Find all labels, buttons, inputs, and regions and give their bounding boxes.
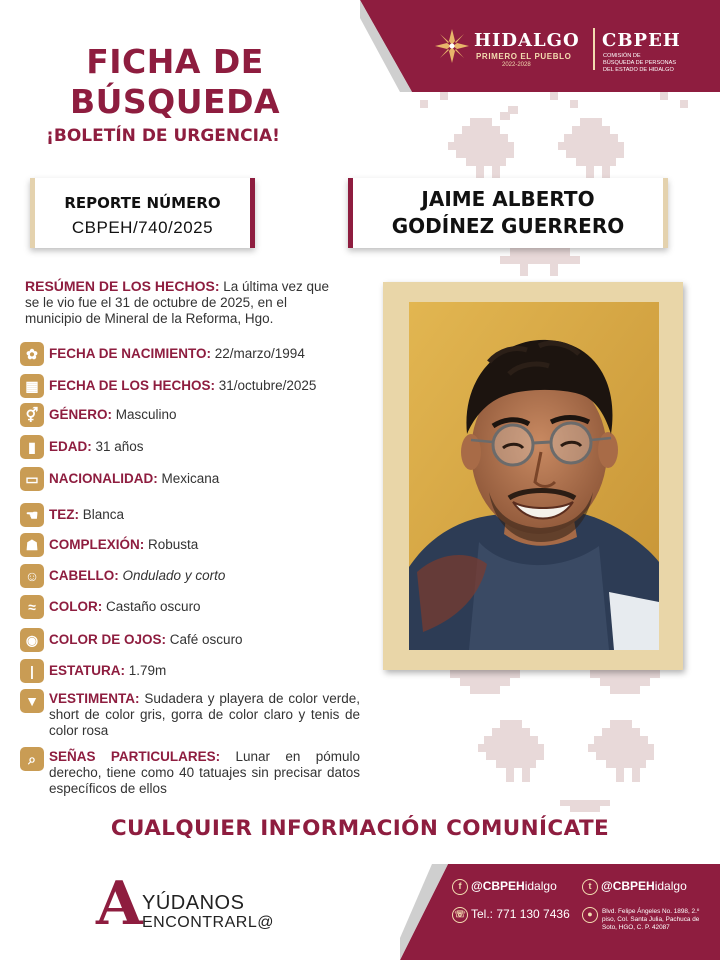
page-title [50, 42, 300, 122]
hidalgo-wordmark: HIDALGO [474, 30, 580, 51]
skin-icon: ☚ [20, 503, 44, 527]
id-card-icon: ▭ [20, 467, 44, 491]
phone-contact[interactable]: ☏ Tel.: 771 130 7436 [452, 907, 570, 923]
institution-logo [430, 24, 710, 80]
report-label: REPORTE NÚMERO [64, 194, 221, 212]
call-to-action: CUALQUIER INFORMACIÓN COMUNÍCATE [110, 816, 610, 841]
embroidery-pattern-bottom [440, 650, 720, 840]
cbpeh-wordmark: CBPEH [602, 30, 681, 51]
body-build-icon: ☗ [20, 533, 44, 557]
ayudanos-logo [96, 869, 296, 939]
phone-icon: ☏ [452, 907, 468, 923]
person-name: JAIME ALBERTO GODÍNEZ GUERRERO [391, 187, 625, 238]
hidalgo-motto: PRIMERO EL PUEBLO [476, 52, 572, 61]
ayudanos-letter: A [96, 869, 143, 939]
magnifier-icon: ⌕ [20, 747, 44, 771]
hidalgo-emblem-icon [434, 28, 470, 64]
photo-frame [383, 282, 683, 670]
hidalgo-years: 2022-2028 [502, 62, 531, 68]
ayudanos-line-2: ENCONTRARL@ [142, 914, 274, 931]
birthday-cake-icon: ✿ [20, 342, 44, 366]
facebook-icon: f [452, 879, 468, 895]
summary-text: La última vez que se le vio fue el 31 de octubre de 2025, en el municipio de Mineral de la Reforma, Hgo. [25, 279, 330, 326]
gender-icon: ⚥ [20, 403, 44, 427]
ayudanos-line-1: YÚDANOS [142, 892, 245, 914]
twitter-contact[interactable]: t @CBPEHidalgo [582, 879, 687, 895]
person-name-card [348, 178, 668, 248]
report-number: CBPEH/740/2025 [71, 218, 214, 237]
hair-icon: ☺ [20, 564, 44, 588]
hair-color-icon: ≈ [20, 595, 44, 619]
eye-icon: ◉ [20, 628, 44, 652]
location-icon: ● [582, 907, 598, 923]
location-icon-wrap [582, 907, 601, 923]
age-icon: ▮ [20, 435, 44, 459]
title-line-2: BÚSQUEDA [69, 82, 281, 121]
office-address: Blvd. Felipe Ángeles No. 1898, 2.º piso, Col. Santa Julia, Pachuca de Soto, HGO, C. P. 42087 [602, 908, 700, 931]
cbpeh-full-name: COMISIÓN DE BÚSQUEDA DE PERSONAS DEL ESTADO DE HIDALGO [603, 53, 677, 73]
shirt-icon: ▼ [20, 689, 44, 713]
urgency-subtitle: ¡BOLETÍN DE URGENCIA! [46, 126, 280, 146]
logo-divider [593, 28, 595, 70]
summary-label: RESÚMEN DE LOS HECHOS [25, 278, 215, 294]
facebook-contact[interactable]: f @CBPEHidalgo [452, 879, 557, 895]
report-number-card [30, 178, 255, 248]
title-line-1: FICHA DE [86, 42, 264, 81]
calendar-icon: ▦ [20, 374, 44, 398]
summary-of-events: RESÚMEN DE LOS HECHOS: La última vez que se le vio fue el 31 de octubre de 2025, en el municipio de Mineral de la Reforma, Hgo. [25, 278, 330, 326]
missing-person-photo [409, 302, 659, 650]
twitter-icon: t [582, 879, 598, 895]
ruler-icon: | [20, 659, 44, 683]
